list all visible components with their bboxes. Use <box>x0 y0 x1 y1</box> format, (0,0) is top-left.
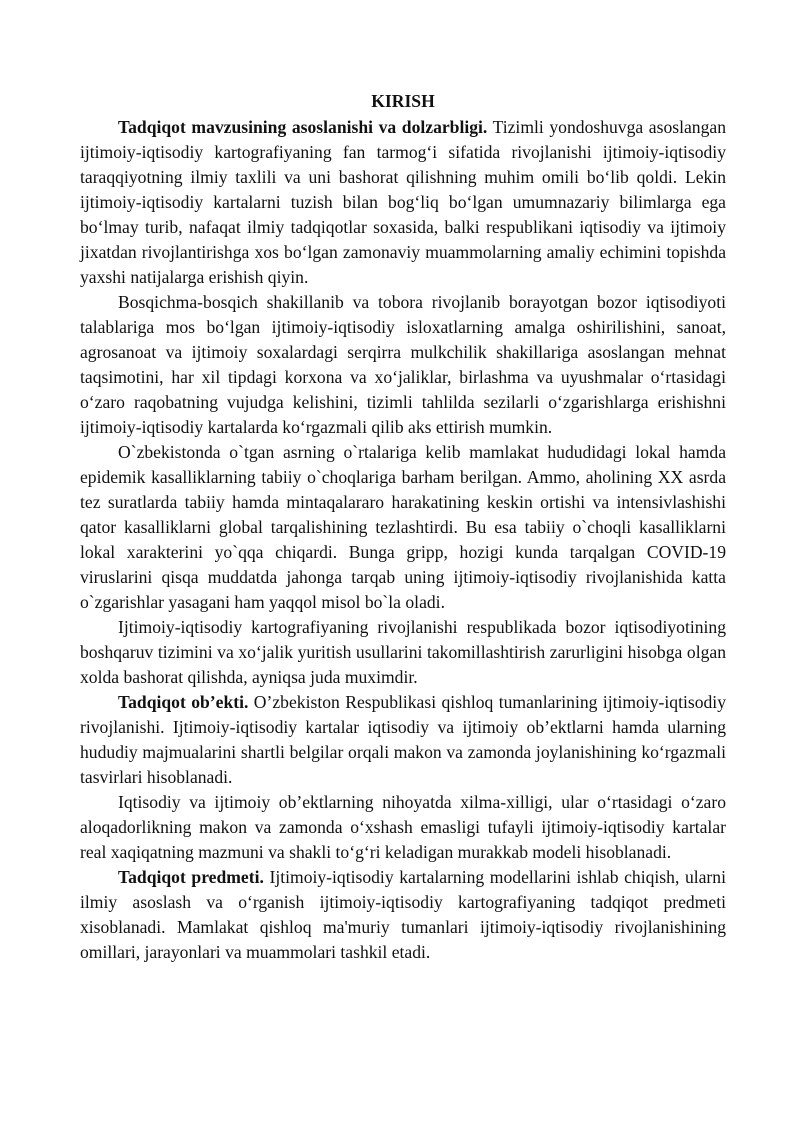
paragraph-research-subject <box>80 865 726 965</box>
paragraph-text: Ijtimoiy-iqtisodiy kartografiyaning rivojlanishi respublikada bozor iqtisodiyotining boshqaruv tizimini va xo‘jalik yuritish usullarini takomillashtirish zarurligini hisobga olgan xolda bashorat qilishda, ayniqsa juda muximdir. <box>80 617 726 687</box>
paragraph-text: O`zbekistonda o`tgan asrning o`rtalariga kelib mamlakat hududidagi lokal hamda epidemik kasalliklarning tabiiy o`choqlariga barham berilgan. Ammo, aholining XX asrda tez suratlarda tabiiy hamda mintaqalararo harakatining keskin ortishi va intensivlashishi qator kasalliklarni global tarqalishining tezlashtirdi. Bu esa tabiiy o`choqli kasalliklarni lokal xarakterini yo`qqa chiqardi. Bunga gripp, hozigi kunda tarqalgan COVID-19 viruslarini qisqa muddatda jahonga tarqab uning ijtimoiy-iqtisodiy rivojlanishida katta o`zgarishlar yasagani ham yaqqol misol bo`la oladi. <box>80 442 726 612</box>
paragraph-text: Tizimli yondoshuvga asoslangan ijtimoiy-iqtisodiy kartografiyaning fan tarmog‘i sifatida rivojlanishi ijtimoiy-iqtisodiy taraqqiyotning ilmiy taxlili va uni bashorat qilishning muhim omili bo‘lib qoldi. Lekin ijtimoiy-iqtisodiy kartalarni tuzish bilan bog‘liq bo‘lgan umumnazariy bilimlarga ega bo‘lmay turib, nafaqat ilmiy tadqiqotlar soxasida, balki respublikani iqtisodiy va ijtimoiy jixatdan rivojlantirishga xos bo‘lgan zamonaviy muammolarning amaliy echimini topishda yaxshi natijalarga erishish qiyin. <box>80 117 726 287</box>
paragraph-text: Ijtimoiy-iqtisodiy kartalarning modellarini ishlab chiqish, ularni ilmiy asoslash va o‘rganish ijtimoiy-iqtisodiy kartografiyaning tadqiqot predmeti xisoblanadi. Mamlakat qishloq ma'muriy tumanlari ijtimoiy-iqtisodiy rivojlanishining omillari, jarayonlari va muammolari tashkil etadi. <box>80 867 726 962</box>
document-page <box>80 89 726 965</box>
paragraph-lead: Tadqiqot ob’ekti. <box>118 692 249 712</box>
paragraph-text: O’zbekiston Respublikasi qishloq tumanlarining ijtimoiy-iqtisodiy rivojlanishi. Ijtimoiy-iqtisodiy kartalar iqtisodiy va ijtimoiy ob’ektlarni hamda ularning hududiy majmualarini shartli belgilar orqali makon va zamonda joylanishining ko‘rgazmali tasvirlari hisoblanadi. <box>80 692 726 787</box>
paragraph-lead: Tadqiqot mavzusining asoslanishi va dolzarbligi. <box>118 117 488 137</box>
paragraph-relevance <box>80 115 726 290</box>
paragraph-market-economy <box>80 290 726 440</box>
paragraph-lead: Tadqiqot predmeti. <box>118 867 264 887</box>
document-title: KIRISH <box>371 91 435 111</box>
paragraph-text: Bosqichma-bosqich shakillanib va tobora rivojlanib borayotgan bozor iqtisodiyoti talablariga mos bo‘lgan ijtimoiy-iqtisodiy isloxatlarning amalga oshirilishini, sanoat, agrosanoat va ijtimoiy soxalardagi serqirra mulkchilik shakillariga asoslangan mehnat taqsimotini, har xil tipdagi korxona va xo‘jaliklar, birlashma va uyushmalar o‘rtasidagi o‘zaro raqobatning vujudga kelishini, tizimli tahlilda sezilarli o‘zgarishlarga erishishni ijtimoiy-iqtisodiy kartalarda ko‘rgazmali qilib aks ettirish mumkin. <box>80 292 726 437</box>
paragraph-objects-diversity <box>80 790 726 865</box>
paragraph-research-object <box>80 690 726 790</box>
paragraph-text: Iqtisodiy va ijtimoiy ob’ektlarning nihoyatda xilma-xilligi, ular o‘rtasidagi o‘zaro aloqadorlikning makon va zamonda o‘xshash emasligi tufayli ijtimoiy-iqtisodiy kartalar real xaqiqatning mazmuni va shakli to‘g‘ri keladigan murakkab modeli hisoblanadi. <box>80 792 726 862</box>
paragraph-epidemics <box>80 440 726 615</box>
paragraph-cartography-development <box>80 615 726 690</box>
